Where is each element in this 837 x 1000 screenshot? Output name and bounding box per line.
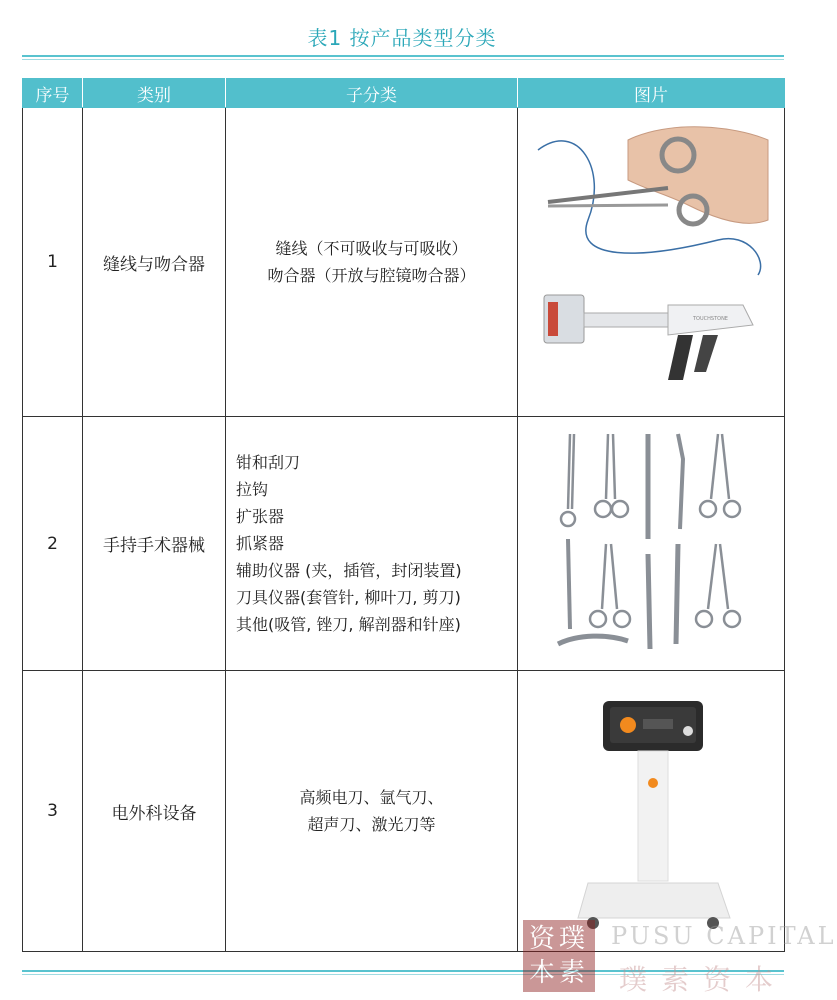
row-subcategories <box>226 671 518 952</box>
row-number: 3 <box>23 671 83 952</box>
row-image <box>518 671 785 952</box>
subcategory-item: 辅助仪器 (夹，插管，封闭装置) <box>236 561 462 580</box>
hand-instruments-illustration <box>518 419 784 669</box>
subcategory-item: 刀具仪器(套管针, 柳叶刀, 剪刀) <box>236 588 461 607</box>
subcategory-item: 抓紧器 <box>236 534 285 553</box>
row-number: 2 <box>23 417 83 671</box>
row-number: 1 <box>23 108 83 417</box>
subcategory-item: 钳和刮刀 <box>236 453 301 472</box>
row-category: 电外科设备 <box>83 671 226 952</box>
watermark <box>523 918 837 998</box>
suture-stapler-illustration <box>518 110 784 415</box>
subcategory-item: 超声刀、激光刀等 <box>307 815 436 834</box>
electrosurgical-unit-illustration <box>518 673 784 950</box>
subcategory-item: 缝线（不可吸收与可吸收） <box>275 239 468 258</box>
table-row <box>23 671 785 952</box>
product-type-table <box>22 78 785 952</box>
header-subcategory: 子分类 <box>226 79 518 108</box>
subcategory-item: 其他(吸管, 锉刀, 解剖器和针座) <box>236 615 461 634</box>
header-image: 图片 <box>518 79 785 108</box>
row-image <box>518 417 785 671</box>
table-header-row <box>23 79 785 108</box>
subcategory-item: 高频电刀、氩气刀、 <box>299 788 444 807</box>
table-row <box>23 108 785 417</box>
watermark-seal: 资璞本素 <box>523 920 595 992</box>
watermark-brand-cn: 璞素资本 <box>619 963 788 996</box>
table-row <box>23 417 785 671</box>
row-category: 手持手术器械 <box>83 417 226 671</box>
row-image <box>518 108 785 417</box>
subcategory-item: 拉钩 <box>236 480 269 499</box>
subcategory-item: 吻合器（开放与腔镜吻合器） <box>267 266 476 285</box>
header-no: 序号 <box>23 79 83 108</box>
subcategory-item: 扩张器 <box>236 507 285 526</box>
row-subcategories <box>226 108 518 417</box>
title-divider-thin <box>22 59 784 60</box>
row-category: 缝线与吻合器 <box>83 108 226 417</box>
table-title: 表1 按产品类型分类 <box>307 26 497 50</box>
row-subcategories <box>226 417 518 671</box>
title-divider <box>22 55 784 57</box>
header-category: 类别 <box>83 79 226 108</box>
svg-text:TOUCHSTONE: TOUCHSTONE <box>693 315 728 322</box>
watermark-brand-en: PUSU CAPITAL <box>611 922 837 950</box>
